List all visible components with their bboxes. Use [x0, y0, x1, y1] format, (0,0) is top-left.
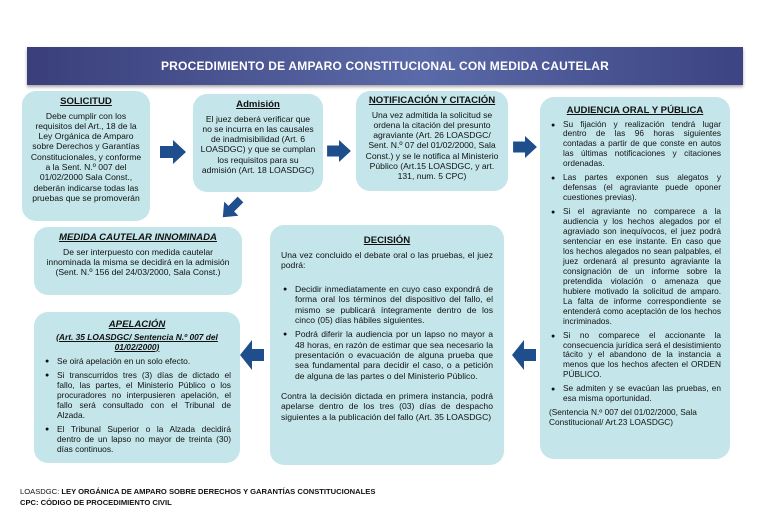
- list-item: ● Si el agraviante no comparece a la audiencia y los hechos alegados por el agraviado son inequívocos, el juez podrá sentenciar en ese instante. En caso que los hechos alegados no sean palpables, el juez ordenará al presunto agraviante la consignación de un informe sobre la pretendida violación o amenaza que hubiere motivado la solicitud de amparo. La falta de informe correspondiente se entenderá como aceptación de los hechos incriminados.: [549, 207, 721, 326]
- list-item: ● Si no comparece el accionante la consecuencia jurídica será el desistimiento tácito y el abandono de la instancia a menos que los hechos afecten el ORDEN PÚBLICO.: [549, 331, 721, 381]
- list-item: ● Si transcurridos tres (3) días de dictado el fallo, las partes, el Ministerio Público o los procuradores no interpusieren apelación, el fallo será consultado con el Tribunal de Alzada.: [43, 370, 231, 420]
- solicitud-title: SOLICITUD: [60, 96, 112, 107]
- footer-abbr: LOASDGC:: [20, 487, 60, 496]
- arrow-right-icon: [327, 140, 351, 162]
- solicitud-box: [22, 91, 150, 221]
- audiencia-box: [540, 97, 730, 459]
- notificacion-box: [356, 91, 508, 191]
- footer-note-loasdgc: [20, 487, 375, 496]
- arrow-left-icon: [512, 340, 536, 370]
- title-banner: [27, 47, 743, 85]
- audiencia-title: AUDIENCIA ORAL Y PÚBLICA: [566, 105, 704, 116]
- page-title: PROCEDIMIENTO DE AMPARO CONSTITUCIONAL CON MEDIDA CAUTELAR: [160, 59, 610, 73]
- apelacion-box: [34, 312, 240, 463]
- list-item: ● Las partes exponen sus alegatos y defensas (el agraviante puede oponer cuestiones previas).: [549, 173, 721, 203]
- list-item: ● Su fijación y realización tendrá lugar dentro de las 96 horas siguientes contadas a partir de que conste en autos las últimas notificaciones y citaciones ordenadas.: [549, 120, 721, 170]
- arrow-left-icon: [240, 340, 264, 370]
- decision-box: [270, 225, 504, 465]
- footer-cpc: CPC: CÓDIGO DE PROCEDIMIENTO CIVIL: [20, 498, 172, 507]
- decision-outro: Contra la decisión dictada en primera instancia, podrá apelarse dentro de los tres (03) días de despacho siguientes a la publicación del fallo (Art. 35 LOASDGC): [281, 390, 493, 422]
- solicitud-body: Debe cumplir con los requisitos del Art., 18 de la Ley Orgánica de Amparo sobre Derechos y Garantías Constitucionales, y conforme a la Sent. N.º 007 del 01/02/2000 Sala Const., deberán indicarse todas las pruebas que se promoverán: [30, 110, 142, 203]
- arrow-right-icon: [160, 140, 186, 164]
- apelacion-subtitle: (Art. 35 LOASDGC/ Sentencia N.º 007 del 01/02/2000): [56, 331, 218, 352]
- decision-intro: Una vez concluido el debate oral o las pruebas, el juez podrá:: [281, 249, 493, 270]
- admision-title: Admisión: [236, 99, 280, 110]
- list-item: ● Decidir inmediatamente en cuyo caso expondrá de forma oral los términos del dispositivo del fallo, el mismo se publicará íntegramente dentro de los cinco (05) días hábiles siguientes.: [281, 284, 493, 325]
- list-item: ● Se admiten y se evacúan las pruebas, en esa misma oportunidad.: [549, 384, 721, 404]
- admision-box: [193, 94, 323, 192]
- audiencia-list: [549, 120, 721, 405]
- notificacion-title: NOTIFICACIÓN Y CITACIÓN: [368, 95, 496, 106]
- medida-title: MEDIDA CAUTELAR INNOMINADA: [59, 232, 217, 243]
- apelacion-list: [43, 356, 231, 455]
- arrow-right-icon: [513, 136, 537, 158]
- list-item: ● El Tribunal Superior o la Alzada decidirá dentro de un lapso no mayor de treinta (30) días continuos.: [43, 424, 231, 454]
- medida-box: [34, 227, 242, 295]
- arrow-down-left-icon: [218, 194, 246, 222]
- apelacion-title: APELACIÓN: [108, 319, 166, 330]
- medida-body: De ser interpuesto con medida cautelar innominada la misma se decidirá en la admisión (Sent. N.º 156 del 24/03/2000, Sala Const.): [46, 246, 230, 278]
- footer-note-cpc: [20, 498, 172, 507]
- decision-title: DECISIÓN: [363, 235, 411, 246]
- list-item: ● Se oirá apelación en un solo efecto.: [43, 356, 231, 366]
- list-item: ● Podrá diferir la audiencia por un lapso no mayor a 48 horas, en razón de estimar que sea necesario la presentación o evacuación de alguna prueba que sea fundamental para decidir el caso, o a petición de alguna de las partes o del Ministerio Público.: [281, 329, 493, 381]
- footer-definition: LEY ORGÁNICA DE AMPARO SOBRE DERECHOS Y GARANTÍAS CONSTITUCIONALES: [59, 487, 376, 496]
- admision-body: El juez deberá verificar que no se incurra en las causales de inadmisibilidad (Art. 6 LOASDGC) y que se cumplan los requisitos para su admisión (Art. 18 LOASDGC): [200, 113, 316, 176]
- decision-list: [281, 284, 493, 381]
- notificacion-body: Una vez admitida la solicitud se ordena la citación del presunto agraviante (Art. 26 LOASDGC/ Sent. N.º 07 del 01/02/2000, Sala Const.) y se le notifica al Ministerio Público (Art.15 LOASDGC, y art. 131, num. 5 CPC): [365, 109, 499, 182]
- audiencia-footnote: (Sentencia N.º 007 del 01/02/2000, Sala Constitucional/ Art.23 LOASDGC): [549, 407, 697, 428]
